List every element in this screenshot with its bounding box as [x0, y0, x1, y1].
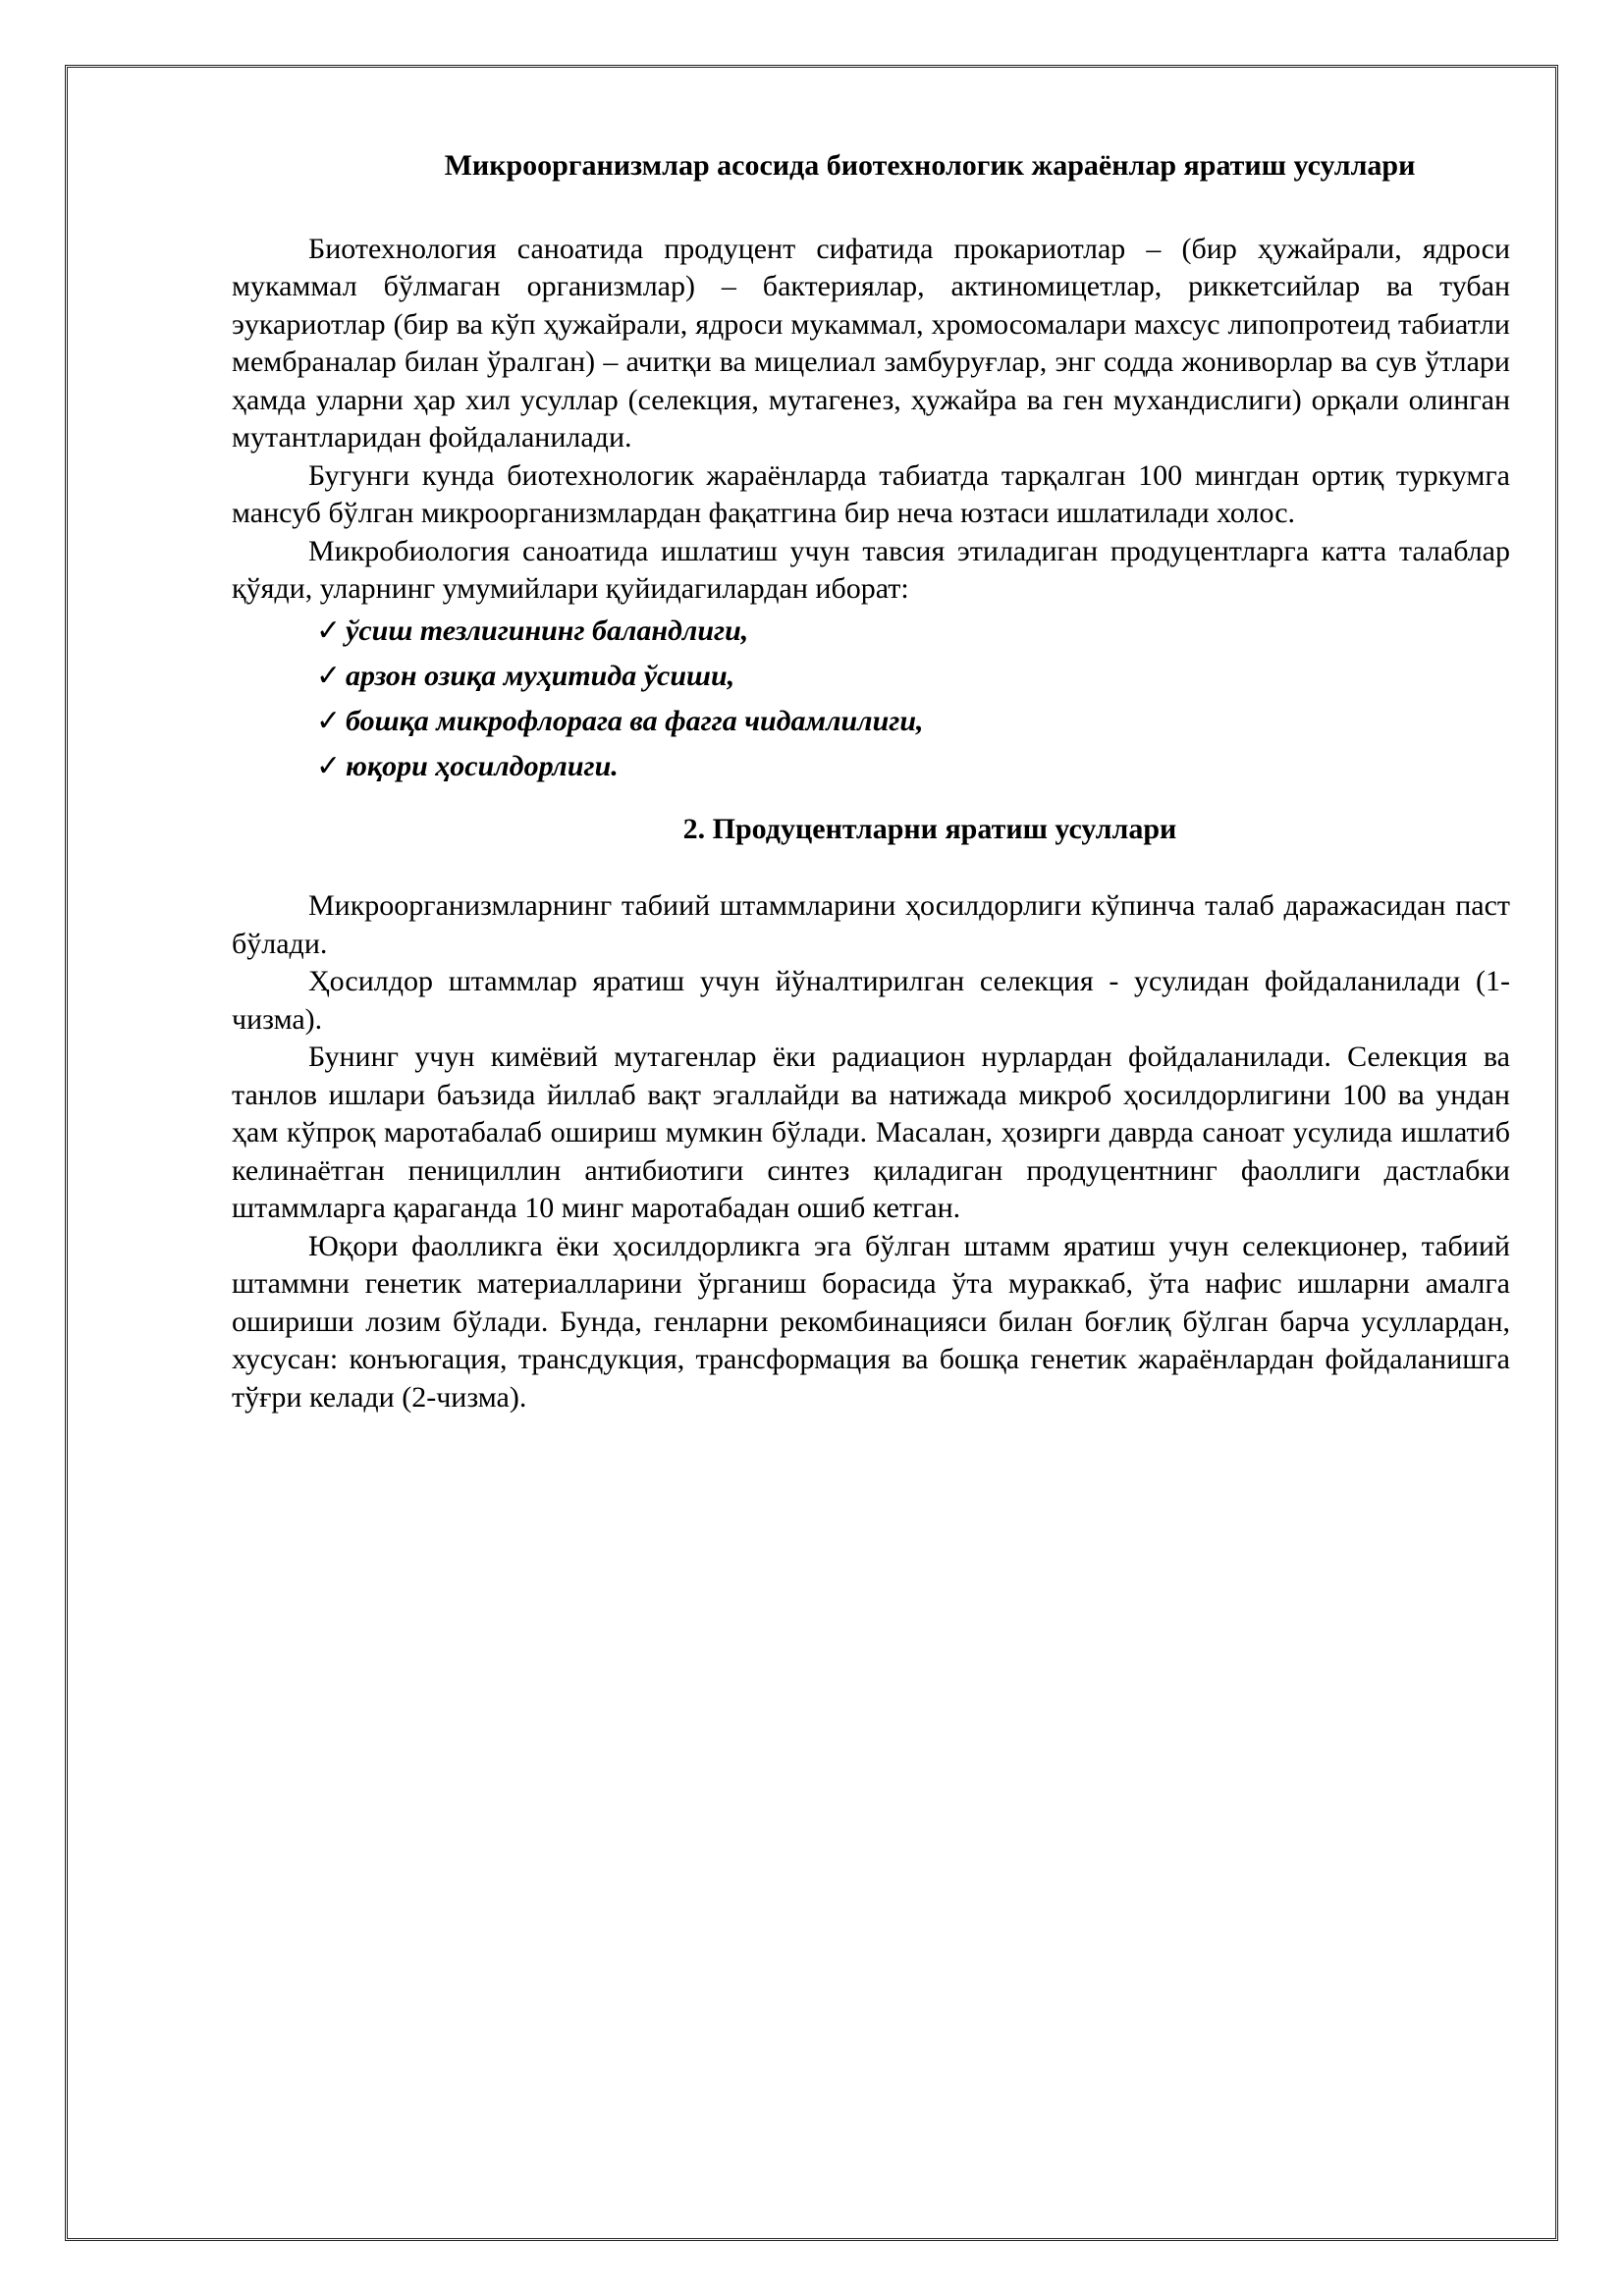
- list-item-text: бошқа микрофлорага ва фагга чидамлилиги,: [346, 704, 924, 737]
- checkmark-icon: ✓: [316, 614, 342, 647]
- document-title: Микроорганизмлар асосида биотехнологик жараёнлар яратиш усуллари: [444, 149, 1416, 182]
- list-item: [316, 654, 1510, 699]
- list-item-text: юқори ҳосилдорлиги.: [346, 749, 619, 782]
- document-body: [232, 147, 1510, 1416]
- paragraph: Микроорганизмларнинг табиий штаммларини ҳосилдорлиги кўпинча талаб даражасидан паст бўлади.: [232, 889, 1510, 960]
- paragraph: Ҳосилдор штаммлар яратиш учун йўналтирилган селекция - усулидан фойдаланилади (1-чизма).: [232, 965, 1510, 1036]
- checkmark-icon: ✓: [316, 659, 342, 692]
- list-item: [316, 699, 1510, 744]
- list-item-text: арзон озиқа муҳитида ўсиши,: [346, 659, 735, 692]
- list-item: [316, 744, 1510, 789]
- list-item-text: ўсиш тезлигининг баландлиги,: [346, 614, 749, 647]
- paragraph: Бугунги кунда биотехнологик жараёнларда табиатда тарқалган 100 мингдан ортиқ туркумга мансуб бўлган микроорганизмлардан фақатгина бир неча юзтаси ишлатилади холос.: [232, 458, 1510, 529]
- paragraph: Микробиология саноатида ишлатиш учун тавсия этиладиган продуцентларга катта талаблар қўяди, уларнинг умумийлари қуйидагилардан иборат:: [232, 534, 1510, 605]
- list-item: [316, 609, 1510, 654]
- requirements-list: [232, 609, 1510, 789]
- paragraph: Биотехнология саноатида продуцент сифатида прокариотлар – (бир ҳужайрали, ядроси мукаммал бўлмаган организмлар) – бактериялар, актиномицетлар, риккетсийлар ва тубан эукариотлар (бир ва кўп ҳужайрали, ядроси мукаммал, хромосомалари махсус липопротеид табиатли мембраналар билан ўралган) – ачитқи ва мицелиал замбуруғлар, энг содда жониворлар ва сув ўтлари ҳамда уларни ҳар хил усуллар (селекция, мутагенез, ҳужайра ва ген мухандислиги) орқали олинган мутантларидан фойдаланилади.: [232, 232, 1510, 454]
- paragraph: Бунинг учун кимёвий мутагенлар ёки радиацион нурлардан фойдаланилади. Селекция ва танлов ишлари баъзида йиллаб вақт эгаллайди ва натижада микроб ҳосилдорлигини 100 ва ундан ҳам кўпроқ маротабалаб ошириш мумкин бўлади. Масалан, ҳозирги даврда саноат усулида ишлатиб келинаётган пенициллин антибиотиги синтез қиладиган продуцентнинг фаоллиги дастлабки штаммларга қараганда 10 минг маротабадан ошиб кетган.: [232, 1041, 1510, 1224]
- checkmark-icon: ✓: [316, 704, 342, 737]
- checkmark-icon: ✓: [316, 749, 342, 782]
- section-title: 2. Продуцентларни яратиш усуллари: [682, 812, 1177, 845]
- paragraph: Юқори фаолликга ёки ҳосилдорликга эга бўлган штамм яратиш учун селекционер, табиий штаммни генетик материалларини ўрганиш борасида ўта мураккаб, ўта нафис ишларни амалга ошириши лозим бўлади. Бунда, генларни рекомбинацияси билан боғлиқ бўлган барча усуллардан, хусусан: конъюгация, трансдукция, трансформация ва бошқа генетик жараёнлардан фойдаланишга тўғри келади (2-чизма).: [232, 1229, 1510, 1414]
